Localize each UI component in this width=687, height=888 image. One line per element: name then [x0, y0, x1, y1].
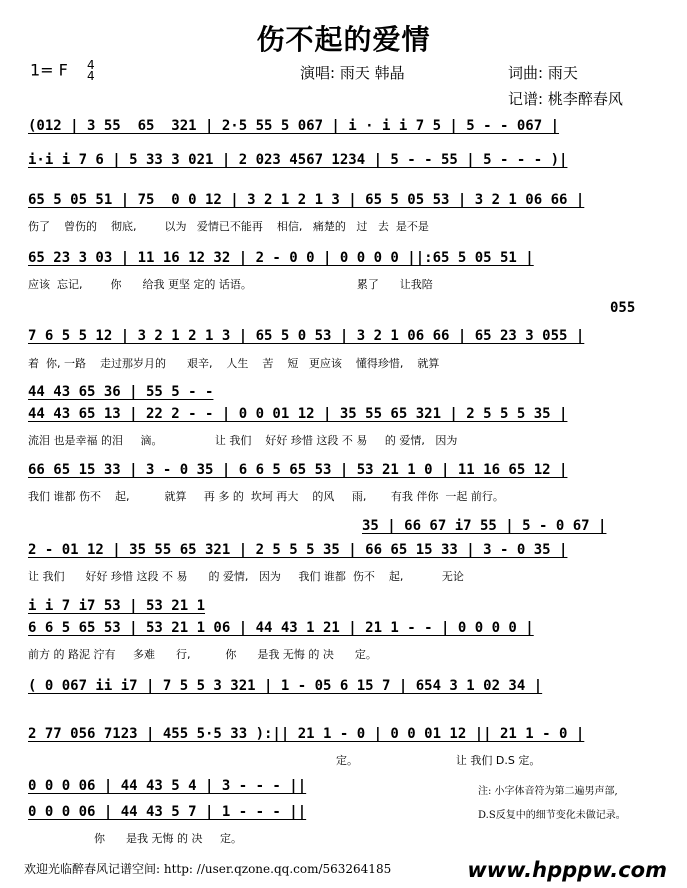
lyric-row-7: 我们 谁都 伤不 起, 就算 再 多 的 坎坷 再大 的风 雨, 有我 伴你 一起 前行。 — [28, 490, 504, 503]
footnote-line-1: 注: 小字体音符为第二遍男声部, — [478, 786, 618, 797]
notation-row-6: 44 43 65 13 | 22 2 - - | 0 0 01 12 | 35 55 65 321 | 2 5 5 5 35 | — [28, 406, 568, 422]
song-title: 伤不起的爱情 — [256, 23, 431, 56]
transcriber-credit: 记谱: 桃李醉春风 — [508, 90, 623, 108]
notation-row-4: 65 23 3 03 | 11 16 12 32 | 2 - 0 0 | 0 0 0 0 ||:65 5 05 51 | — [28, 250, 534, 266]
notation-row-8: 2 - 01 12 | 35 55 65 321 | 2 5 5 5 35 | 66 65 15 33 | 3 - 0 35 | — [28, 542, 568, 558]
lyric-row-12: 你 是我 无悔 的 决 定。 — [94, 832, 242, 845]
key-signature — [30, 60, 95, 82]
notation-row-11: 2 77 056 7123 | 455 5·5 33 ):|| 21 1 - 0 | 0 0 01 12 || 21 1 - 0 | — [28, 726, 585, 742]
notation-row-9: 6 6 5 65 53 | 53 21 1 06 | 44 43 1 21 | 21 1 - - | 0 0 0 0 | — [28, 620, 534, 636]
lyric-row-6: 流泪 也是幸福 的泪 滴。 让 我们 好好 珍惜 这段 不 易 的 爱情, 因为 — [28, 434, 458, 447]
footer-credit: 欢迎光临醉春风记谱空间: http: //user.qzone.qq.com/563264185 — [24, 862, 392, 876]
composer-credit: 词曲: 雨天 — [508, 64, 578, 82]
lyric-row-5: 着 你, 一路 走过那岁月的 艰辛, 人生 苦 短 更应该 懂得珍惜, 就算 — [28, 357, 440, 370]
notation-row-12: 0 0 0 06 | 44 43 5 7 | 1 - - - || — [28, 804, 307, 820]
notation-row-6-upper: 44 43 65 36 | 55 5 - - — [28, 384, 214, 400]
notation-row-2: i·i i 7 6 | 5 33 3 021 | 2 023 4567 1234 | 5 - - 55 | 5 - - - )| — [28, 152, 568, 168]
lyric-row-11: 定。 让 我们 D.S 定。 — [336, 754, 541, 767]
lyric-row-3: 伤了 曾伤的 彻底, 以为 爱情已不能再 相信, 痛楚的 过 去 是不是 — [28, 220, 429, 233]
time-signature — [87, 60, 95, 82]
performer-credit: 演唱: 雨天 韩晶 — [300, 64, 405, 82]
lyric-row-8: 让 我们 好好 珍惜 这段 不 易 的 爱情, 因为 我们 谁都 伤不 起, 无论 — [28, 570, 464, 583]
notation-row-5-upper: 055 — [610, 300, 636, 316]
notation-row-9-upper: i i 7 i7 53 | 53 21 1 — [28, 598, 206, 614]
notation-row-8-upper: 35 | 66 67 i7 55 | 5 - 0 67 | — [362, 518, 607, 534]
watermark-logo: www.hpppw.com — [467, 858, 667, 882]
notation-row-1: (012 | 3 55 65 321 | 2·5 55 5 067 | i · i i 7 5 | 5 - - 067 | — [28, 118, 560, 134]
footnote-line-2: D.S反复中的细节变化未做记录。 — [478, 810, 626, 821]
lyric-row-9: 前方 的 路泥 泞有 多难 行, 你 是我 无悔 的 决 定。 — [28, 648, 377, 661]
notation-row-7: 66 65 15 33 | 3 - 0 35 | 6 6 5 65 53 | 53 21 1 0 | 11 16 65 12 | — [28, 462, 568, 478]
lyric-row-4: 应该 忘记, 你 给我 更坚 定的 话语。 累了 让我陪 — [28, 278, 433, 291]
time-top: 4 — [86, 58, 95, 72]
notation-row-5: 7 6 5 5 12 | 3 2 1 2 1 3 | 65 5 0 53 | 3 2 1 06 66 | 65 23 3 055 | — [28, 328, 585, 344]
notation-row-10: ( 0 067 ii i7 | 7 5 5 3 321 | 1 - 05 6 15 7 | 654 3 1 02 34 | — [28, 678, 543, 694]
time-bottom: 4 — [86, 69, 95, 83]
key-label: 1= F — [30, 60, 68, 80]
notation-row-12-upper: 0 0 0 06 | 44 43 5 4 | 3 - - - || — [28, 778, 307, 794]
notation-row-3: 65 5 05 51 | 75 0 0 12 | 3 2 1 2 1 3 | 65 5 05 53 | 3 2 1 06 66 | — [28, 192, 585, 208]
